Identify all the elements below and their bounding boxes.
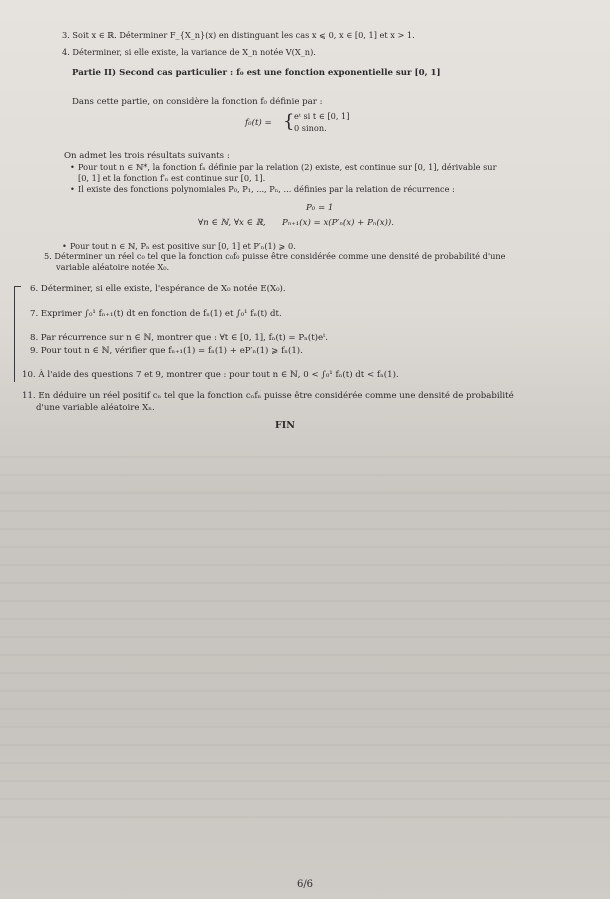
question-6: 6. Déterminer, si elle existe, l'espérance de X₀ notée E(X₀). bbox=[30, 284, 286, 294]
question-10: 10. À l'aide des questions 7 et 9, montrer que : pour tout n ∈ ℕ, 0 < ∫₀¹ fₙ(t) dt < fₙ(1). bbox=[22, 370, 399, 380]
recurrence-base: P₀ = 1 bbox=[306, 203, 334, 213]
question-8: 8. Par récurrence sur n ∈ ℕ, montrer que : ∀t ∈ [0, 1], fₙ(t) = Pₙ(t)eᵗ. bbox=[30, 333, 328, 343]
end-marker: FIN bbox=[275, 420, 295, 431]
question-11-line-2: d'une variable aléatoire Xₙ. bbox=[36, 403, 155, 413]
question-11-line-1: 11. En déduire un réel positif cₙ tel que la fonction cₙfₙ puisse être considérée comme une densité de probabilité bbox=[22, 391, 514, 401]
bullet-dot: • bbox=[62, 241, 67, 251]
f0-case-2: 0 sinon. bbox=[294, 123, 327, 133]
blank-lower-area bbox=[0, 440, 610, 820]
question-7: 7. Exprimer ∫₀¹ fₙ₊₁(t) dt en fonction de fₙ(1) et ∫₀¹ fₙ(t) dt. bbox=[30, 309, 282, 319]
handwritten-bracket bbox=[14, 286, 21, 382]
bullet-2-text: Il existe des fonctions polynomiales P₀, P₁, ..., Pₙ, ... définies par la relation de récurrence : bbox=[78, 184, 455, 194]
f0-label: f₀(t) = bbox=[245, 118, 272, 128]
admitted-results-intro: On admet les trois résultats suivants : bbox=[64, 151, 230, 161]
bullet-3-text: Pour tout n ∈ ℕ, Pₙ est positive sur [0, 1] et P′ₙ(1) ⩾ 0. bbox=[70, 241, 296, 251]
bullet-2 bbox=[70, 184, 455, 195]
f0-brace: { bbox=[283, 111, 295, 132]
bullet-dot: • bbox=[70, 162, 75, 172]
part-2-intro: Dans cette partie, on considère la fonction f₀ définie par : bbox=[72, 97, 323, 107]
recurrence-quantifier: ∀n ∈ ℕ, ∀x ∈ ℝ, bbox=[198, 218, 266, 228]
part-2-heading: Partie II) Second cas particulier : f₀ est une fonction exponentielle sur [0, 1] bbox=[72, 68, 441, 78]
question-5-line-2: variable aléatoire notée X₀. bbox=[56, 262, 170, 272]
page-number: 6/6 bbox=[296, 879, 314, 890]
question-5-line-1: 5. Déterminer un réel c₀ tel que la fonction c₀f₀ puisse être considérée comme une densité de probabilité d'une bbox=[44, 251, 506, 261]
recurrence-relation: Pₙ₊₁(x) = x(P′ₙ(x) + Pₙ(x)). bbox=[282, 218, 394, 228]
bullet-1-text: Pour tout n ∈ ℕ*, la fonction fₙ définie par la relation (2) existe, est continue sur [0, 1], dérivable sur bbox=[78, 162, 497, 172]
bullet-dot: • bbox=[70, 184, 75, 194]
question-9: 9. Pour tout n ∈ ℕ, vérifier que fₙ₊₁(1) = fₙ(1) + eP′ₙ(1) ⩾ fₙ(1). bbox=[30, 346, 303, 356]
question-3: 3. Soit x ∈ ℝ. Déterminer F_{X_n}(x) en distinguant les cas x ⩽ 0, x ∈ [0, 1] et x > 1. bbox=[62, 30, 415, 40]
f0-case-1: eᵗ si t ∈ [0, 1] bbox=[294, 111, 350, 121]
question-4: 4. Déterminer, si elle existe, la variance de X_n notée V(X_n). bbox=[62, 47, 316, 57]
bullet-1-line-1 bbox=[70, 162, 497, 173]
bullet-1-line-2: [0, 1] et la fonction f′ₙ est continue sur [0, 1]. bbox=[78, 173, 266, 183]
